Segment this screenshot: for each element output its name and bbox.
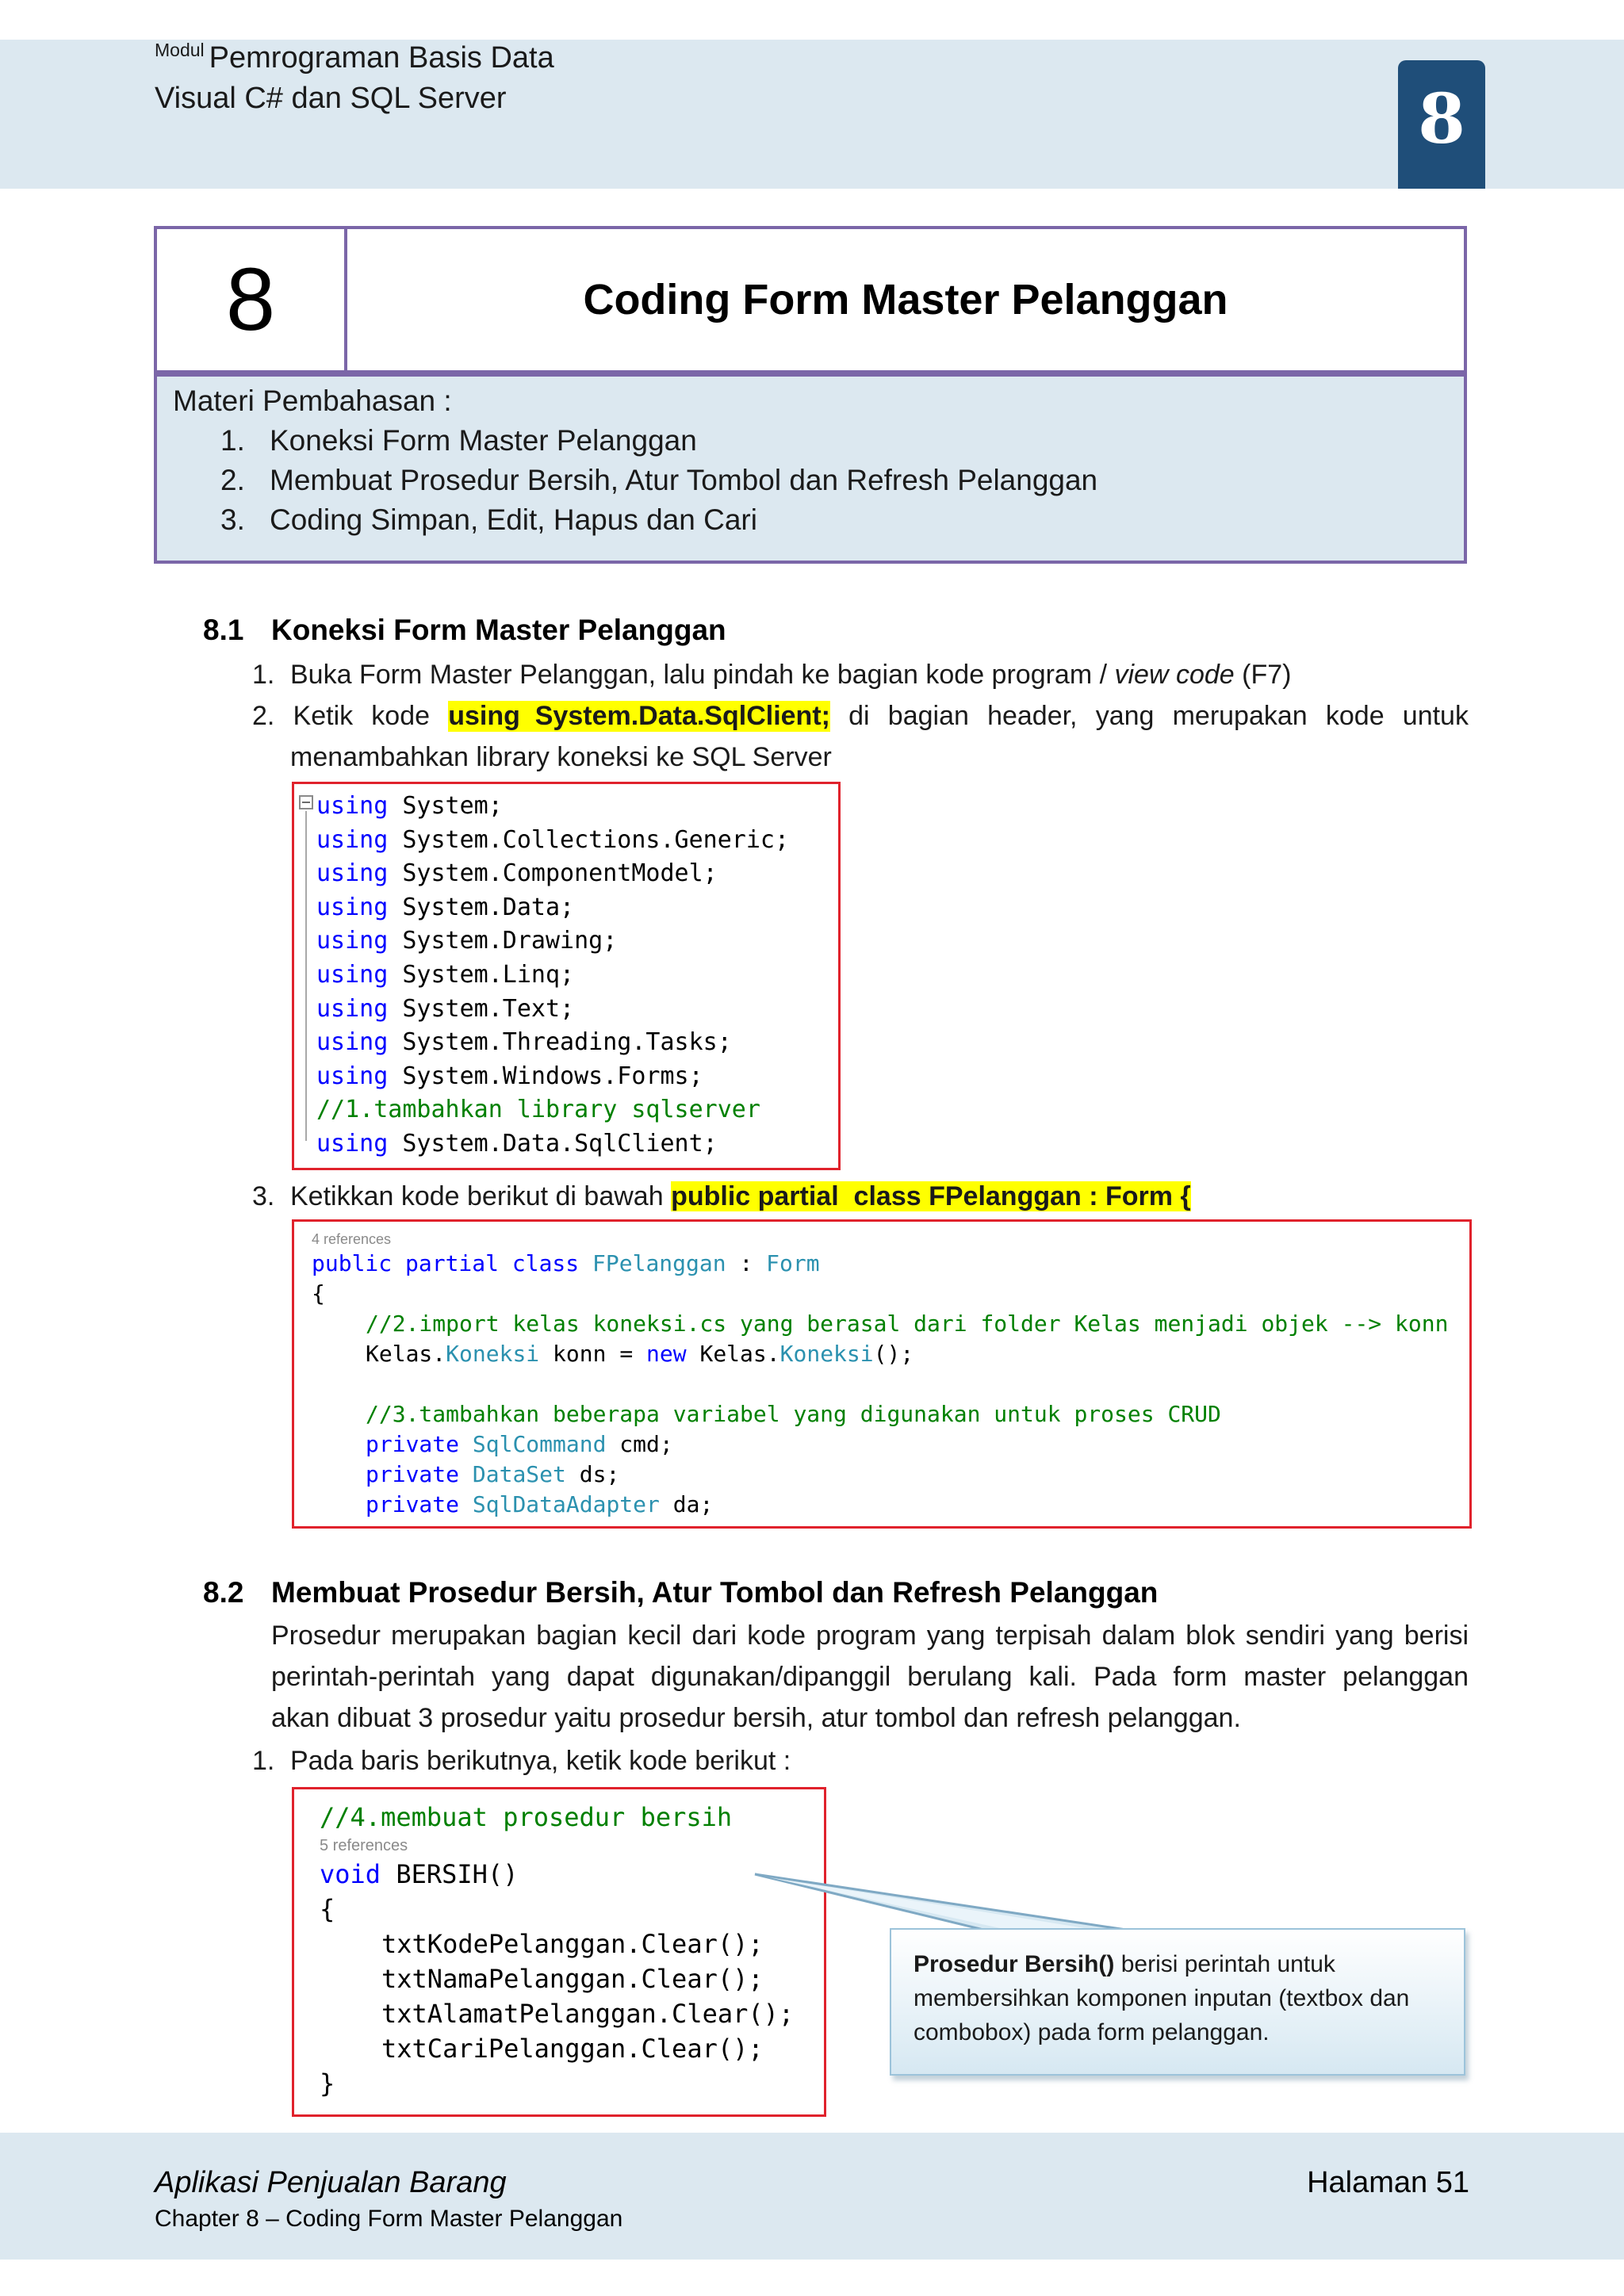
step-word: merupakan: [1172, 701, 1308, 731]
code-text: System.Drawing;: [388, 927, 618, 955]
step-text: Ketikkan kode berikut di bawah: [290, 1181, 672, 1211]
code-text: ds;: [565, 1461, 620, 1487]
section-title: Koneksi Form Master Pelanggan: [271, 614, 726, 646]
code-line: [316, 859, 718, 887]
code-text: :: [726, 1250, 767, 1276]
references-codelens[interactable]: 4 references: [312, 1231, 392, 1247]
step-word: Ketik: [293, 701, 354, 731]
code-type: SqlCommand: [472, 1431, 607, 1457]
code-using-directives: [292, 782, 841, 1170]
collapse-toggle-icon[interactable]: [299, 795, 313, 809]
code-type: DataSet: [472, 1461, 566, 1487]
footer-title: Aplikasi Penjualan Barang: [155, 2166, 507, 2199]
section-number: 8.1: [203, 614, 244, 646]
code-comment: //2.import kelas koneksi.cs yang berasal dari folder Kelas menjadi objek --> konn: [366, 1311, 1449, 1337]
code-comment: //4.membuat prosedur bersih: [320, 1802, 733, 1832]
outline-guide: [305, 811, 307, 1141]
materi-heading: Materi Pembahasan :: [173, 385, 452, 417]
code-line: {: [312, 1280, 325, 1307]
code-comment: //3.tambahkan beberapa variabel yang digunakan untuk proses CRUD: [366, 1401, 1221, 1427]
callout-text: [914, 1947, 1453, 2049]
code-text: da;: [659, 1491, 714, 1517]
code-line: [316, 927, 617, 955]
code-keyword: void: [320, 1859, 381, 1889]
step-number: 2.: [252, 701, 275, 731]
code-line: [316, 1028, 732, 1056]
callout-bold: Prosedur Bersih(): [914, 1951, 1115, 1977]
code-class-declaration: [292, 1219, 1472, 1529]
code-keyword: using: [316, 927, 389, 955]
code-text: System.Windows.Forms;: [388, 1062, 703, 1090]
code-text: System.Data;: [388, 893, 575, 921]
step-3: [252, 1181, 1191, 1212]
code-line: [312, 1250, 820, 1276]
code-line: {: [320, 1894, 335, 1924]
code-line: txtAlamatPelanggan.Clear();: [381, 1999, 795, 2029]
chapter-number: 8: [157, 229, 347, 370]
code-comment-text: //1.tambahkan library sqlserver: [316, 1096, 760, 1124]
code-line: [316, 894, 574, 921]
materi-box: [154, 373, 1467, 564]
code-type: Form: [766, 1250, 820, 1276]
step-text-end: (F7): [1234, 660, 1292, 690]
code-line: [366, 1341, 914, 1367]
references-codelens[interactable]: 5 references: [320, 1837, 408, 1854]
module-title-text: Pemrograman Basis Data: [209, 41, 554, 75]
step-word: di: [848, 701, 870, 731]
code-keyword: private: [366, 1491, 460, 1517]
callout-body: berisi perintah untuk membersihkan komponen inputan (textbox dan combobox) pada form pelanggan.: [914, 1951, 1410, 2045]
code-line: [316, 792, 503, 820]
code-text: BERSIH(): [381, 1859, 519, 1889]
paragraph-line: perintah-perintah yang dapat digunakan/dipanggil berulang kali. Pada form master pelanggan: [271, 1662, 1469, 1692]
step-text: Buka Form Master Pelanggan, lalu pindah ke bagian kode program /: [290, 660, 1115, 690]
code-text: System.Linq;: [388, 961, 575, 989]
step-word: kode: [371, 701, 431, 731]
paragraph-line: akan dibuat 3 prosedur yaitu prosedur bersih, atur tombol dan refresh pelanggan.: [271, 1703, 1241, 1733]
code-line: txtNamaPelanggan.Clear();: [381, 1964, 764, 1994]
step-word: bagian: [887, 701, 969, 731]
step-word: yang: [1095, 701, 1155, 731]
materi-item-number: 2.: [220, 464, 245, 496]
code-line: txtKodePelanggan.Clear();: [381, 1929, 764, 1959]
step-word: untuk: [1402, 701, 1469, 731]
materi-item: [220, 424, 697, 457]
module-subtitle: Visual C# dan SQL Server: [155, 82, 507, 115]
code-text: System.ComponentModel;: [388, 859, 718, 888]
step-word: header,: [987, 701, 1078, 731]
step-1: [252, 660, 1291, 691]
code-type: SqlDataAdapter: [472, 1491, 660, 1517]
highlighted-code: public partial class FPelanggan : Form {: [671, 1181, 1191, 1211]
code-keyword: private: [366, 1461, 460, 1487]
code-line: [366, 1461, 619, 1487]
code-text: konn =: [539, 1341, 647, 1367]
code-line: [366, 1491, 713, 1517]
code-comment: [316, 1096, 760, 1123]
code-keyword: using: [316, 825, 389, 854]
step-text-italic: view code: [1114, 660, 1235, 690]
step-number: 3.: [252, 1181, 275, 1211]
code-keyword: using: [316, 961, 389, 989]
code-text: System.Threading.Tasks;: [388, 1028, 732, 1057]
code-text: System.Collections.Generic;: [388, 825, 790, 854]
section-heading-8-1: [203, 614, 726, 647]
code-keyword: using: [316, 893, 389, 921]
code-keyword: using: [316, 1062, 389, 1090]
code-line: [316, 995, 574, 1023]
materi-item: [220, 464, 1097, 497]
materi-item-number: 3.: [220, 503, 245, 536]
step-number: 1.: [252, 1746, 275, 1776]
materi-item: [220, 503, 757, 537]
step-2-line-2: menambahkan library koneksi ke SQL Server: [290, 742, 832, 772]
code-line: txtCariPelanggan.Clear();: [381, 2034, 764, 2064]
code-keyword: private: [366, 1431, 460, 1457]
step-1: [252, 1746, 791, 1777]
materi-item-number: 1.: [220, 424, 245, 457]
code-text: System.Text;: [388, 994, 575, 1023]
code-line: [316, 826, 789, 854]
code-keyword: public partial class: [312, 1250, 580, 1276]
materi-item-text: Coding Simpan, Edit, Hapus dan Cari: [270, 503, 757, 536]
paragraph-line: Prosedur merupakan bagian kecil dari kode program yang terpisah dalam blok sendiri yang berisi: [271, 1621, 1469, 1651]
code-text: Kelas.: [686, 1341, 780, 1367]
code-keyword: new: [646, 1341, 687, 1367]
chapter-tab: [1398, 60, 1485, 189]
module-title: [155, 40, 554, 75]
section-title: Membuat Prosedur Bersih, Atur Tombol dan Refresh Pelanggan: [271, 1576, 1159, 1609]
code-line: }: [320, 2068, 335, 2099]
chapter-title-box: [154, 226, 1467, 373]
code-text: System;: [388, 792, 503, 820]
code-line: [316, 1130, 718, 1158]
code-line: [320, 1859, 518, 1889]
modul-prefix: Modul: [155, 40, 205, 60]
code-text: cmd;: [606, 1431, 673, 1457]
step-word: kode: [1325, 701, 1385, 731]
code-line: [316, 961, 574, 989]
callout-box: [890, 1928, 1465, 2076]
code-line: [366, 1431, 673, 1457]
chapter-tab-number: 8: [1418, 79, 1465, 159]
section-heading-8-2: [203, 1576, 1158, 1609]
code-text: Kelas.: [366, 1341, 446, 1367]
step-text: Pada baris berikutnya, ketik kode berikut :: [290, 1746, 791, 1776]
page-number: Halaman 51: [1307, 2166, 1469, 2199]
step-number: 1.: [252, 660, 275, 690]
step-2: [252, 701, 1469, 732]
materi-item-text: Koneksi Form Master Pelanggan: [270, 424, 697, 457]
materi-item-text: Membuat Prosedur Bersih, Atur Tombol dan Refresh Pelanggan: [270, 464, 1098, 496]
code-keyword: using: [316, 792, 389, 820]
code-keyword: using: [316, 1028, 389, 1057]
section-number: 8.2: [203, 1576, 244, 1609]
code-type: Koneksi: [446, 1341, 540, 1367]
code-line: [316, 1062, 703, 1090]
code-text: ();: [873, 1341, 914, 1367]
code-type: Koneksi: [779, 1341, 874, 1367]
footer-subtitle: Chapter 8 – Coding Form Master Pelanggan: [155, 2206, 623, 2232]
code-text: System.Data.SqlClient;: [388, 1130, 718, 1158]
code-keyword: using: [316, 994, 389, 1023]
highlighted-code: using System.Data.SqlClient;: [448, 701, 830, 731]
code-prosedur-bersih: [292, 1787, 826, 2117]
code-type: FPelanggan: [592, 1250, 726, 1276]
code-keyword: using: [316, 1130, 389, 1158]
chapter-title: Coding Form Master Pelanggan: [583, 276, 1228, 323]
code-keyword: using: [316, 859, 389, 888]
